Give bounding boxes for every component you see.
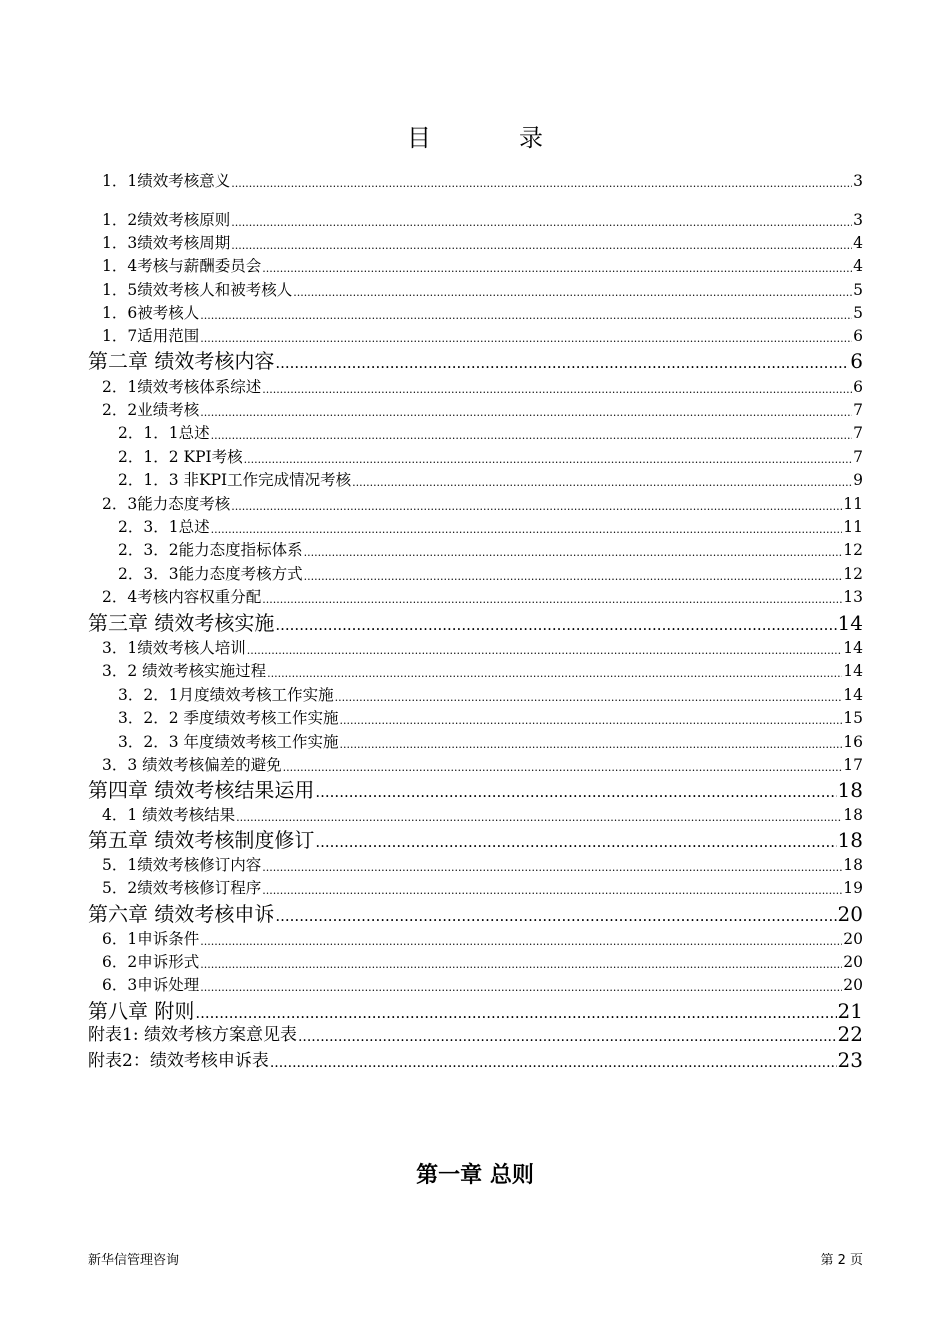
toc-chapter-entry[interactable]: [88, 777, 863, 800]
toc-entry[interactable]: [88, 210, 863, 228]
toc-entry[interactable]: [88, 171, 863, 189]
toc-entry-label: 4．1 绩效考核结果: [102, 805, 236, 824]
toc-leader-dots: [200, 979, 842, 993]
toc-leader-dots: [304, 544, 843, 558]
toc-leader-dots: [335, 689, 843, 703]
toc-entry-page: 6: [850, 349, 863, 373]
toc-leader-dots: [267, 665, 842, 679]
toc-entry-label: 2．1．3 非KPI工作完成情况考核: [118, 470, 352, 489]
toc-title-char-1: 目: [407, 124, 431, 152]
toc-entry[interactable]: [88, 661, 863, 679]
toc-leader-dots: [340, 736, 843, 750]
toc-leader-dots: [231, 498, 842, 512]
toc-entry-page: 20: [843, 929, 863, 948]
toc-entry-label: 3．2．3 年度绩效考核工作实施: [118, 732, 339, 751]
toc-entry[interactable]: [88, 587, 863, 605]
toc-entry[interactable]: [88, 423, 863, 441]
toc-entry[interactable]: [88, 638, 863, 656]
toc-leader-dots: [283, 759, 843, 773]
toc-entry[interactable]: [88, 233, 863, 251]
toc-entry[interactable]: [88, 494, 863, 512]
toc-entry-page: 14: [843, 661, 863, 680]
toc-entry-label: 第四章 绩效考核结果运用: [88, 778, 315, 802]
toc-entry-label: 5．2绩效考核修订程序: [102, 878, 262, 897]
toc-entry-label: 2．1．1总述: [118, 423, 210, 442]
toc-entry[interactable]: [88, 755, 863, 773]
toc-entry-page: 13: [843, 587, 863, 606]
toc-leader-dots: [231, 237, 852, 251]
toc-entry-label: 附表1: 绩效考核方案意见表: [88, 1025, 297, 1045]
toc-leader-dots: [200, 956, 842, 970]
toc-entry-page: 4: [853, 233, 863, 252]
toc-chapter-entry[interactable]: [88, 827, 863, 850]
toc-entry-label: 2．3能力态度考核: [102, 494, 231, 513]
toc-entry[interactable]: [88, 400, 863, 418]
toc-entry-page: 3: [853, 210, 863, 229]
toc-leader-dots: [315, 783, 836, 800]
toc-leader-dots: [231, 175, 852, 189]
toc-entry[interactable]: [88, 952, 863, 970]
toc-leader-dots: [200, 933, 842, 947]
toc-entry-page: 14: [843, 685, 863, 704]
toc-entry-label: 1．7适用范围: [102, 326, 200, 345]
toc-entry-label: 第三章 绩效考核实施: [88, 611, 275, 635]
toc-leader-dots: [211, 427, 853, 441]
toc-entry-page: 15: [843, 708, 863, 727]
toc-entry-page: 12: [843, 540, 863, 559]
toc-entry-label: 3．2．2 季度绩效考核工作实施: [118, 708, 339, 727]
toc-entry-label: 3．3 绩效考核偏差的避免: [102, 755, 282, 774]
footer-page-number: 第 2 页: [820, 1253, 863, 1268]
toc-entry[interactable]: [88, 929, 863, 947]
toc-entry[interactable]: [88, 377, 863, 395]
toc-leader-dots: [200, 330, 852, 344]
toc-leader-dots: [262, 381, 852, 395]
toc-entry-label: 第二章 绩效考核内容: [88, 349, 275, 373]
toc-leader-dots: [275, 616, 836, 633]
toc-entry[interactable]: [88, 732, 863, 750]
toc-leader-dots: [200, 307, 852, 321]
toc-entry[interactable]: [88, 540, 863, 558]
toc-entry[interactable]: [88, 326, 863, 344]
toc-leader-dots: [231, 214, 852, 228]
toc-leader-dots: [293, 284, 852, 298]
toc-entry[interactable]: [88, 685, 863, 703]
toc-leader-dots: [262, 882, 842, 896]
toc-chapter-entry[interactable]: [88, 610, 863, 633]
toc-entry[interactable]: [88, 805, 863, 823]
toc-entry-label: 3．1绩效考核人培训: [102, 638, 246, 657]
toc-entry-page: 5: [853, 303, 863, 322]
toc-leader-dots: [340, 712, 843, 726]
toc-entry-label: 3．2 绩效考核实施过程: [102, 661, 267, 680]
toc-entry[interactable]: [88, 256, 863, 274]
toc-entry-label: 第八章 附则: [88, 999, 195, 1023]
toc-entry-label: 2．1绩效考核体系综述: [102, 377, 262, 396]
toc-entry-label: 5．1绩效考核修订内容: [102, 855, 262, 874]
toc-entry-label: 2．3．1总述: [118, 517, 210, 536]
toc-entry-label: 3．2．1月度绩效考核工作实施: [118, 685, 334, 704]
toc-entry[interactable]: [88, 470, 863, 488]
toc-entry[interactable]: [88, 855, 863, 873]
toc-entry-label: 1．1绩效考核意义: [102, 171, 231, 190]
toc-entry[interactable]: [88, 280, 863, 298]
toc-entry-page: 5: [853, 280, 863, 299]
toc-entry-label: 6．1申诉条件: [102, 929, 200, 948]
toc-entry-label: 1．4考核与薪酬委员会: [102, 256, 262, 275]
toc-leader-dots: [315, 833, 836, 850]
toc-entry-label: 第五章 绩效考核制度修订: [88, 828, 315, 852]
toc-entry-page: 9: [853, 470, 863, 489]
toc-entry-page: 19: [843, 878, 863, 897]
toc-entry-page: 23: [837, 1048, 863, 1072]
toc-leader-dots: [200, 404, 852, 418]
toc-entry[interactable]: [88, 303, 863, 321]
toc-entry-page: 20: [843, 975, 863, 994]
toc-leader-dots: [211, 521, 843, 535]
toc-entry-page: 7: [853, 400, 863, 419]
chapter-heading: 第一章 总则: [416, 1162, 534, 1188]
toc-chapter-entry[interactable]: [88, 901, 863, 924]
toc-leader-dots: [195, 1004, 836, 1021]
toc-entry-page: 18: [843, 855, 863, 874]
toc-leader-dots: [304, 568, 843, 582]
toc-leader-dots: [244, 451, 852, 465]
toc-entry[interactable]: [88, 878, 863, 896]
toc-entry-page: 3: [853, 171, 863, 190]
toc-leader-dots: [298, 1029, 837, 1044]
toc-entry-label: 6．3申诉处理: [102, 975, 200, 994]
toc-leader-dots: [262, 260, 852, 274]
toc-entry-page: 14: [843, 638, 863, 657]
toc-entry-label: 2．3．2能力态度指标体系: [118, 540, 303, 559]
toc-entry-page: 20: [843, 952, 863, 971]
toc-entry-label: 1．6被考核人: [102, 303, 200, 322]
toc-entry[interactable]: [88, 564, 863, 582]
toc-chapter-entry[interactable]: [88, 348, 863, 371]
toc-entry-page: 18: [837, 828, 863, 852]
toc-entry-page: 6: [853, 377, 863, 396]
toc-leader-dots: [275, 354, 849, 371]
toc-appendix-entry[interactable]: [88, 1024, 863, 1044]
toc-entry-label: 1．3绩效考核周期: [102, 233, 231, 252]
toc-entry-label: 1．2绩效考核原则: [102, 210, 231, 229]
toc-chapter-entry[interactable]: [88, 998, 863, 1021]
toc-entry-page: 11: [843, 517, 863, 536]
toc-entry-label: 2．2业绩考核: [102, 400, 200, 419]
toc-leader-dots: [262, 859, 842, 873]
toc-entry[interactable]: [88, 975, 863, 993]
toc-entry-page: 18: [837, 778, 863, 802]
toc-entry-page: 22: [837, 1022, 863, 1046]
toc-entry-label: 2．4考核内容权重分配: [102, 587, 262, 606]
toc-entry-label: 2．1．2 KPI考核: [118, 447, 243, 466]
toc-entry-page: 21: [837, 999, 863, 1023]
toc-title-char-2: 录: [519, 124, 543, 152]
toc-leader-dots: [352, 474, 852, 488]
toc-entry-page: 17: [843, 755, 863, 774]
toc-entry-label: 6．2申诉形式: [102, 952, 200, 971]
toc-leader-dots: [247, 642, 843, 656]
toc-entry-page: 6: [853, 326, 863, 345]
toc-leader-dots: [270, 1055, 837, 1070]
toc-entry-page: 7: [853, 423, 863, 442]
toc-entry-page: 11: [843, 494, 863, 513]
toc-entry-page: 16: [843, 732, 863, 751]
toc-leader-dots: [262, 591, 842, 605]
toc-title: [0, 118, 950, 153]
toc-entry[interactable]: [88, 517, 863, 535]
toc-entry-page: 20: [837, 902, 863, 926]
toc-appendix-entry[interactable]: [88, 1050, 863, 1070]
toc-entry-label: 1．5绩效考核人和被考核人: [102, 280, 293, 299]
footer-company: 新华信管理咨询: [88, 1253, 180, 1268]
toc-entry-page: 12: [843, 564, 863, 583]
toc-entry-label: 附表2：绩效考核申诉表: [88, 1051, 269, 1071]
toc-entry-page: 4: [853, 256, 863, 275]
toc-entry-label: 第六章 绩效考核申诉: [88, 902, 275, 926]
toc-leader-dots: [236, 809, 842, 823]
toc-entry-page: 18: [843, 805, 863, 824]
toc-entry-label: 2．3．3能力态度考核方式: [118, 564, 303, 583]
toc-entry-page: 14: [837, 611, 863, 635]
toc-entry[interactable]: [88, 447, 863, 465]
toc-entry-page: 7: [853, 447, 863, 466]
toc-leader-dots: [275, 907, 836, 924]
toc-entry[interactable]: [88, 708, 863, 726]
